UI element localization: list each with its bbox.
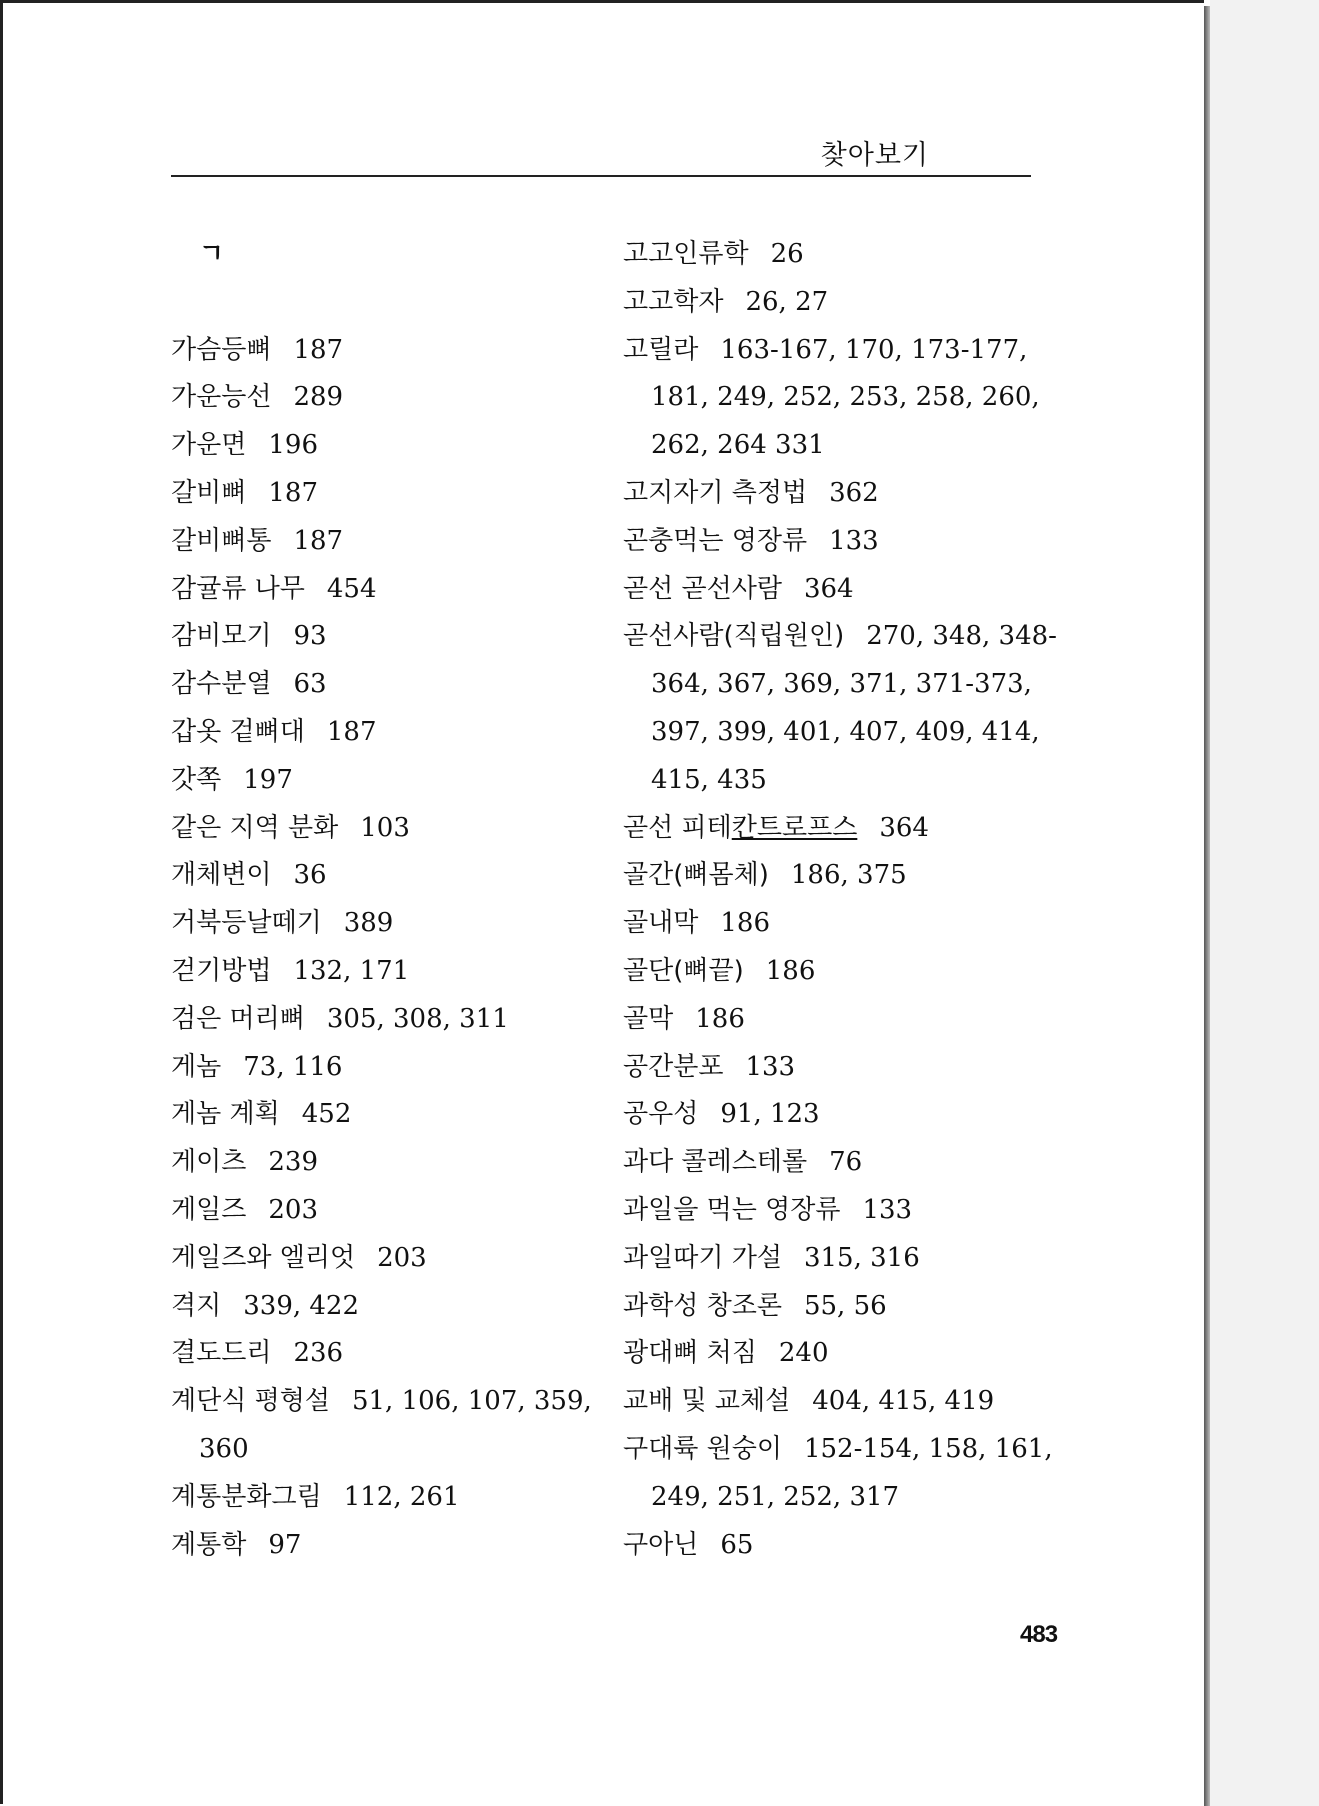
running-header-title: 찾아보기 bbox=[820, 140, 929, 171]
index-entry: 고지자기 측정법 362 bbox=[623, 477, 879, 508]
index-entry: 결도드리 236 bbox=[171, 1338, 344, 1369]
index-entry: 곤충먹는 영장류 133 bbox=[623, 525, 879, 556]
page-number: 483 bbox=[1020, 1621, 1058, 1648]
header-rule bbox=[171, 175, 1031, 177]
index-entry: 곧선 곧선사람 364 bbox=[623, 573, 854, 604]
index-entry: 게일즈와 엘리엇 203 bbox=[171, 1242, 427, 1273]
index-column-right bbox=[623, 231, 1063, 1569]
index-entry-continuation: 364, 367, 369, 371, 371-373, bbox=[651, 669, 1032, 700]
index-entry: 과일따기 가설 315, 316 bbox=[623, 1242, 920, 1273]
index-entry-continuation: 397, 399, 401, 407, 409, 414, bbox=[651, 716, 1040, 747]
index-entry: 계단식 평형설 51, 106, 107, 359, bbox=[171, 1386, 592, 1417]
index-entry: 골막 186 bbox=[623, 1003, 745, 1034]
index-entry: 게이츠 239 bbox=[171, 1147, 318, 1178]
index-entry: 검은 머리뼈 305, 308, 311 bbox=[171, 1003, 509, 1034]
index-entry: 곧선 피테칸트로프스 364 bbox=[623, 812, 929, 843]
index-entry: 게놈 계획 452 bbox=[171, 1099, 352, 1130]
section-letter: ㄱ bbox=[199, 239, 225, 269]
index-entry: 개체변이 36 bbox=[171, 860, 327, 891]
index-entry: 구아닌 65 bbox=[623, 1529, 754, 1560]
index-entry: 감비모기 93 bbox=[171, 621, 327, 652]
index-entry: 게일즈 203 bbox=[171, 1194, 318, 1225]
index-entry-continuation: 262, 264 331 bbox=[651, 430, 825, 461]
index-entry: 고릴라 163-167, 170, 173-177, bbox=[623, 334, 1028, 365]
index-entry: 과학성 창조론 55, 56 bbox=[623, 1290, 887, 1321]
index-entry: 고고학자 26, 27 bbox=[623, 286, 829, 317]
index-entry: 게놈 73, 116 bbox=[171, 1051, 343, 1082]
index-entry-continuation: 249, 251, 252, 317 bbox=[651, 1481, 900, 1512]
index-entry: 갑옷 겉뼈대 187 bbox=[171, 716, 377, 747]
index-entry-continuation: 360 bbox=[199, 1433, 249, 1464]
index-entry: 공간분포 133 bbox=[623, 1051, 796, 1082]
index-entry: 갈비뼈 187 bbox=[171, 477, 318, 508]
index-entry: 교배 및 교체설 404, 415, 419 bbox=[623, 1386, 995, 1417]
index-entry: 곧선사람(직립원인) 270, 348, 348- bbox=[623, 621, 1057, 652]
index-entry: 격지 339, 422 bbox=[171, 1290, 360, 1321]
index-entry: 골간(뼈몸체) 186, 375 bbox=[623, 860, 907, 891]
index-entry: 과일을 먹는 영장류 133 bbox=[623, 1194, 913, 1225]
index-entry: 골단(뼈끝) 186 bbox=[623, 955, 816, 986]
index-entry: 갓쪽 197 bbox=[171, 764, 293, 795]
index-entry: 골내막 186 bbox=[623, 908, 770, 939]
index-entry: 가운면 196 bbox=[171, 430, 318, 461]
index-entry: 과다 콜레스테롤 76 bbox=[623, 1147, 863, 1178]
index-entry-continuation: 415, 435 bbox=[651, 764, 767, 795]
index-entry: 감귤류 나무 454 bbox=[171, 573, 377, 604]
background-margin bbox=[1210, 0, 1319, 1806]
index-entry: 계통학 97 bbox=[171, 1529, 302, 1560]
index-entry: 공우성 91, 123 bbox=[623, 1099, 820, 1130]
index-entry: 감수분열 63 bbox=[171, 669, 327, 700]
index-column-left bbox=[171, 231, 601, 1569]
index-entry: 구대륙 원숭이 152-154, 158, 161, bbox=[623, 1433, 1053, 1464]
index-entry: 갈비뼈통 187 bbox=[171, 525, 344, 556]
index-entry: 가슴등뼈 187 bbox=[171, 334, 344, 365]
index-entry: 같은 지역 분화 103 bbox=[171, 812, 410, 843]
index-entry-continuation: 181, 249, 252, 253, 258, 260, bbox=[651, 382, 1040, 413]
index-entry: 거북등날떼기 389 bbox=[171, 908, 394, 939]
index-entry: 광대뼈 처짐 240 bbox=[623, 1338, 829, 1369]
index-entry: 계통분화그림 112, 261 bbox=[171, 1481, 460, 1512]
index-entry: 고고인류학 26 bbox=[623, 239, 804, 269]
index-entry: 가운능선 289 bbox=[171, 382, 344, 413]
index-entry: 걷기방법 132, 171 bbox=[171, 955, 410, 986]
